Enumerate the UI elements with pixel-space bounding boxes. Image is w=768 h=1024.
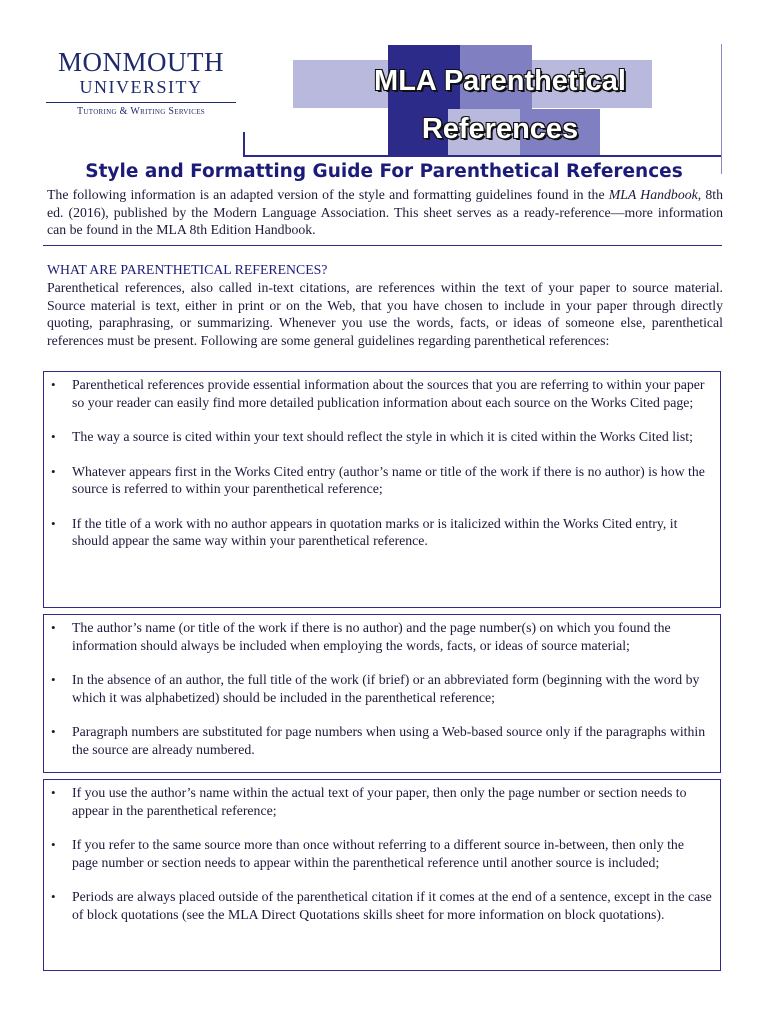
banner-title-line2: References xyxy=(421,113,579,145)
guidelines-box-1 xyxy=(43,371,721,608)
list-item: • Parenthetical references provide essential information about the sources that you are referring to within your paper so your reader can easily find more detailed publication information about each source on the Works Cited page; xyxy=(51,376,712,411)
list-item: • If the title of a work with no author appears in quotation marks or is italicized within the Works Cited entry, it should appear the same way within your parenthetical reference. xyxy=(51,515,712,550)
list-item: • The way a source is cited within your text should reflect the style in which it is cited within the Works Cited list; xyxy=(51,428,712,446)
banner-title-line1: MLA Parenthetical xyxy=(374,65,626,97)
section-heading: WHAT ARE PARENTHETICAL REFERENCES? xyxy=(47,262,328,277)
list-item: • If you use the author’s name within the actual text of your paper, then only the page number or section needs to appear in the parenthetical reference; xyxy=(51,784,712,819)
logo-name: MONMOUTH xyxy=(58,47,224,77)
logo-tagline: Tutoring & Writing Services xyxy=(76,106,205,117)
list-item: • In the absence of an author, the full title of the work (if brief) or an abbreviated form (beginning with the word by which it was alphabetized) should be included in the parenthetical reference; xyxy=(51,671,712,706)
list-item: • Paragraph numbers are substituted for page numbers when using a Web-based source only if the paragraphs within the source are already numbered. xyxy=(51,723,712,758)
list-item: • Periods are always placed outside of the parenthetical citation if it comes at the end of a sentence, except in the case of block quotations (see the MLA Direct Quotations skills sheet for more information on block quotations). xyxy=(51,888,712,923)
list-item: • The author’s name (or title of the work if there is no author) and the page number(s) on which you found the information should always be included when employing the words, facts, or ideas of source material; xyxy=(51,619,712,654)
intro-text-1: The following information is an adapted version of the style and formatting guidelines found in the xyxy=(47,187,609,202)
intro-text-2: , 8th ed. (2016), published by the Modern Language Association. This sheet serves as a ready-reference—more information can be found in the MLA 8th Edition Handbook. xyxy=(47,187,723,237)
guidelines-box-3 xyxy=(43,779,721,971)
list-item: • If you refer to the same source more than once without referring to a different source in-between, then only the page number or section needs to appear within the parenthetical reference until another source is included; xyxy=(51,836,712,871)
header-vertical-rule xyxy=(243,132,245,156)
page-title: Style and Formatting Guide For Parenthetical References xyxy=(85,161,683,182)
intro-paragraph xyxy=(47,186,723,239)
intro-italic-title: MLA Handbook xyxy=(608,187,698,202)
logo-subname: UNIVERSITY xyxy=(79,77,203,97)
section-body: Parenthetical references, also called in-text citations, are references within the text of your paper to source material. Source material is text, either in print or on the Web, that you have chosen to include in your paper through directly quoting, paraphrasing, or summarizing. Whenever you use the words, facts, or ideas of someone else, parenthetical references must be present. Following are some general guidelines regarding parenthetical references: xyxy=(47,280,723,348)
section-divider xyxy=(43,245,722,246)
header-horizontal-rule xyxy=(243,155,722,157)
list-item: • Whatever appears first in the Works Cited entry (author’s name or title of the work if there is no author) is how the source is referred to within your parenthetical reference; xyxy=(51,463,712,498)
guidelines-box-2 xyxy=(43,614,721,773)
header-right-rule xyxy=(721,44,722,174)
